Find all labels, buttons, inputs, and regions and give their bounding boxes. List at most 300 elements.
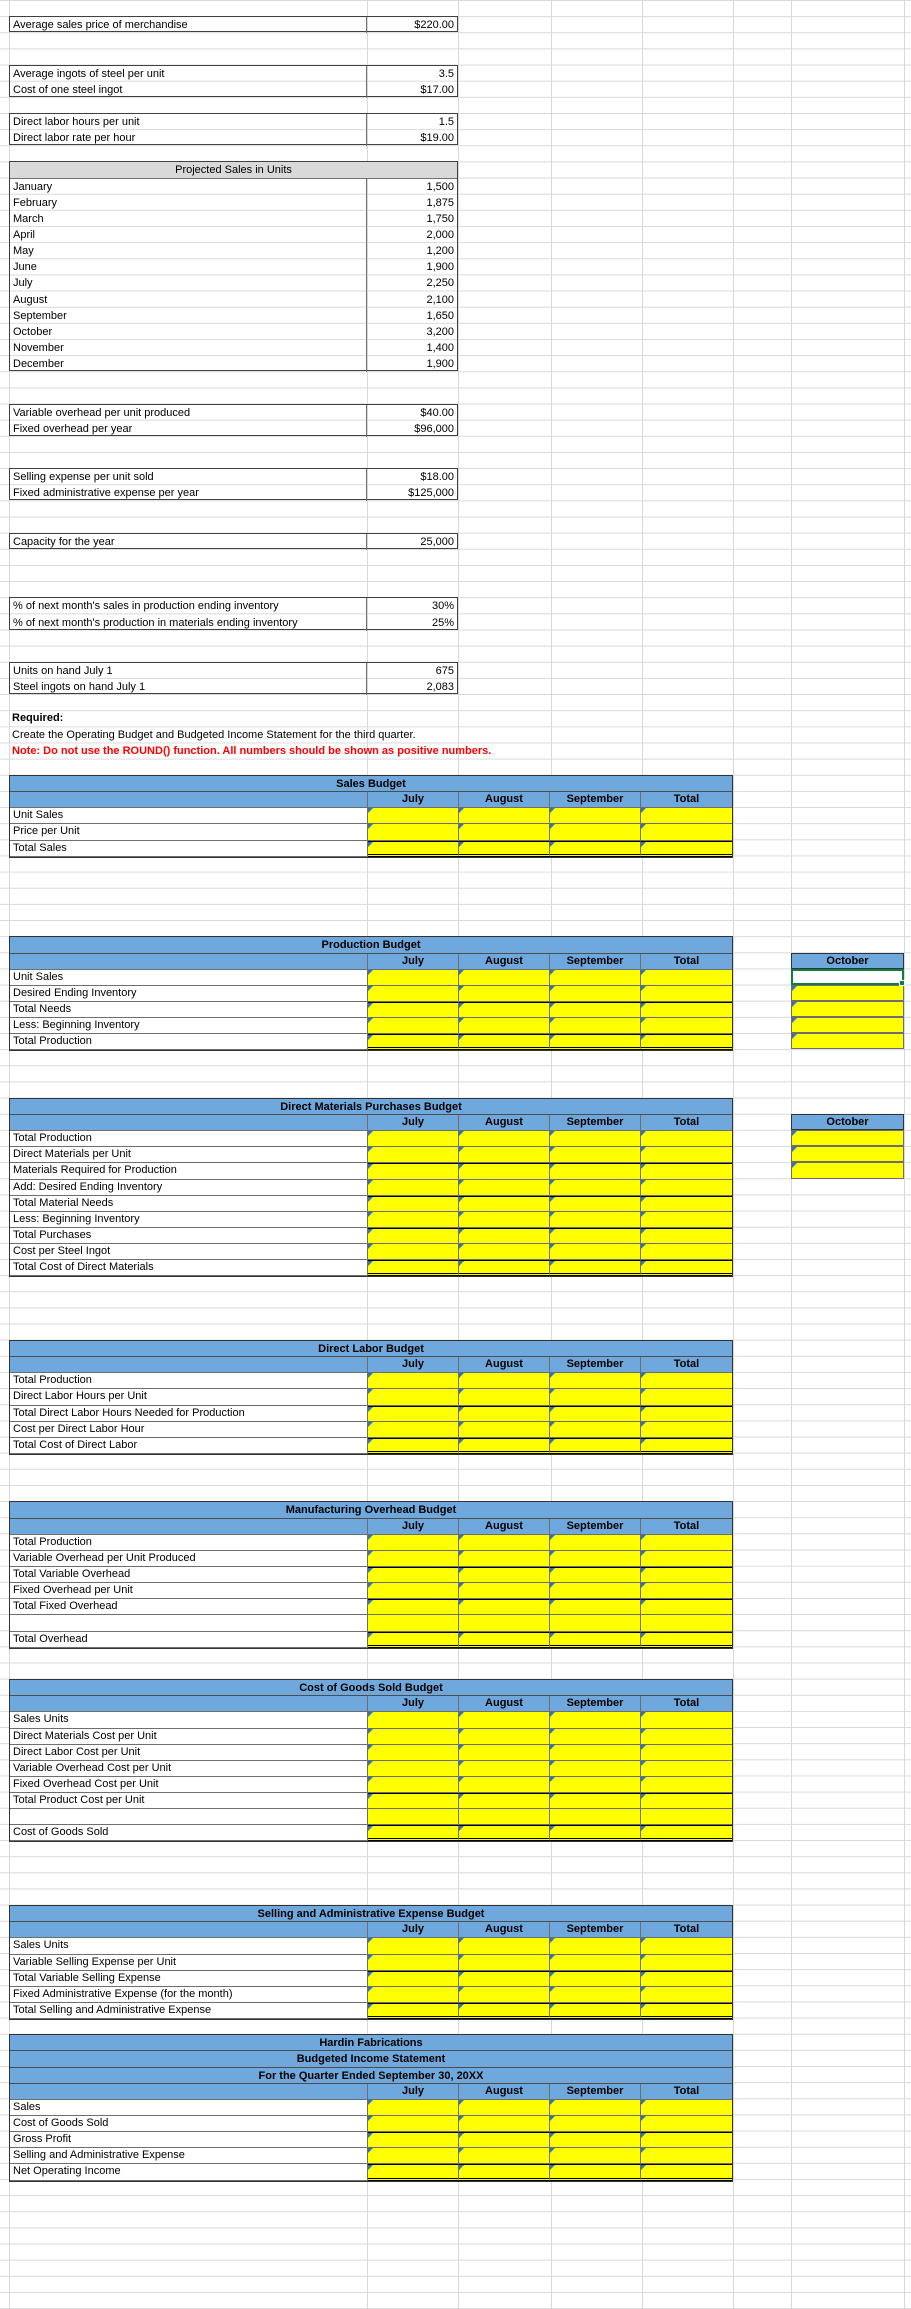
input-cell-september[interactable] [550, 1793, 641, 1809]
input-cell-july[interactable] [368, 2100, 459, 2116]
input-cell-august[interactable] [459, 2132, 550, 2148]
row-label: Total Production [10, 1535, 368, 1551]
input-cell-total[interactable] [641, 2132, 732, 2148]
input-cell-september[interactable] [550, 2148, 641, 2164]
flag-triangle-icon [641, 1373, 646, 1378]
assumption-label: September [13, 309, 67, 322]
input-cell-august[interactable] [459, 1438, 550, 1454]
input-cell-july[interactable] [368, 1260, 459, 1276]
input-cell-total[interactable] [641, 1745, 732, 1761]
flag-triangle-icon [641, 808, 646, 813]
flag-triangle-icon [368, 970, 373, 975]
input-cell-total[interactable] [641, 2116, 732, 2132]
budget-table [9, 1098, 733, 1278]
october-input-cell[interactable] [791, 1130, 904, 1146]
input-cell-total[interactable] [641, 1212, 732, 1228]
input-cell-july[interactable] [368, 2132, 459, 2148]
flag-triangle-icon [641, 1407, 646, 1412]
input-cell-august[interactable] [459, 1131, 550, 1147]
input-cell-september[interactable] [550, 1825, 641, 1841]
flag-triangle-icon [368, 1035, 373, 1040]
input-cell-september[interactable] [550, 986, 641, 1002]
input-cell-august[interactable] [459, 1583, 550, 1599]
input-cell-september[interactable] [550, 1018, 641, 1034]
flag-triangle-icon [459, 1422, 464, 1427]
assumption-value: 3,200 [366, 324, 457, 340]
table-title: Direct Labor Budget [10, 1341, 732, 1357]
input-cell-september[interactable] [550, 824, 641, 840]
flag-triangle-icon [368, 1551, 373, 1556]
flag-triangle-icon [459, 1938, 464, 1943]
input-cell-july[interactable] [368, 1131, 459, 1147]
col-header-august: August [459, 1115, 550, 1131]
flag-triangle-icon [459, 2004, 464, 2009]
row-label: Fixed Overhead per Unit [10, 1583, 368, 1599]
assumption-row [10, 82, 457, 98]
flag-triangle-icon [368, 1373, 373, 1378]
input-cell-july[interactable] [368, 2148, 459, 2164]
input-cell-september[interactable] [550, 1583, 641, 1599]
input-cell-total[interactable] [641, 1615, 732, 1631]
input-cell-july[interactable] [368, 1712, 459, 1728]
flag-triangle-icon [641, 970, 646, 975]
input-cell-july[interactable] [368, 1244, 459, 1260]
input-cell-total[interactable] [641, 824, 732, 840]
input-cell-july[interactable] [368, 1761, 459, 1777]
input-cell-august[interactable] [459, 1599, 550, 1615]
input-cell-july[interactable] [368, 1034, 459, 1050]
input-cell-july[interactable] [368, 1825, 459, 1841]
input-cell-total[interactable] [641, 2148, 732, 2164]
input-cell-september[interactable] [550, 1147, 641, 1163]
input-cell-august[interactable] [459, 1615, 550, 1631]
input-cell-july[interactable] [368, 1212, 459, 1228]
assumption-label: Fixed administrative expense per year [13, 487, 199, 500]
input-cell-august[interactable] [459, 1147, 550, 1163]
flag-triangle-icon [792, 1131, 797, 1136]
october-input-cell[interactable] [791, 1001, 904, 1017]
input-cell-september[interactable] [550, 2116, 641, 2132]
assumption-group [9, 16, 458, 32]
input-cell-september[interactable] [550, 1729, 641, 1745]
table-header-row [10, 1696, 732, 1712]
input-cell-august[interactable] [459, 1551, 550, 1567]
input-cell-july[interactable] [368, 1567, 459, 1583]
assumption-row [10, 324, 457, 340]
input-cell-total[interactable] [641, 1535, 732, 1551]
input-cell-july[interactable] [368, 1987, 459, 2003]
input-cell-total[interactable] [641, 1632, 732, 1648]
input-cell-total[interactable] [641, 1712, 732, 1728]
input-cell-total[interactable] [641, 1406, 732, 1422]
input-cell-september[interactable] [550, 1777, 641, 1793]
input-cell-july[interactable] [368, 1018, 459, 1034]
flag-triangle-icon [641, 1422, 646, 1427]
input-cell-july[interactable] [368, 986, 459, 1002]
input-cell-total[interactable] [641, 1131, 732, 1147]
input-cell-july[interactable] [368, 1583, 459, 1599]
input-cell-september[interactable] [550, 1938, 641, 1954]
input-cell-september[interactable] [550, 1131, 641, 1147]
input-cell-total[interactable] [641, 1761, 732, 1777]
input-cell-september[interactable] [550, 1615, 641, 1631]
input-cell-july[interactable] [368, 1228, 459, 1244]
input-cell-september[interactable] [550, 1034, 641, 1050]
input-cell-july[interactable] [368, 1938, 459, 1954]
table-row [10, 2132, 732, 2148]
table-row [10, 2164, 732, 2180]
october-input-cell[interactable] [791, 1017, 904, 1033]
flag-triangle-icon [550, 1212, 555, 1217]
assumption-row [10, 485, 457, 501]
input-cell-july[interactable] [368, 1793, 459, 1809]
input-cell-september[interactable] [550, 1809, 641, 1825]
flag-triangle-icon [792, 1147, 797, 1152]
assumption-value: $40.00 [366, 405, 457, 421]
assumption-group [9, 404, 458, 436]
input-cell-july[interactable] [368, 1599, 459, 1615]
row-label: Total Production [10, 1373, 368, 1389]
table-row [10, 1180, 732, 1196]
input-cell-august[interactable] [459, 1761, 550, 1777]
flag-triangle-icon [641, 1439, 646, 1444]
table-header-row [10, 1519, 732, 1535]
input-cell-august[interactable] [459, 1955, 550, 1971]
input-cell-july[interactable] [368, 1002, 459, 1018]
input-cell-july[interactable] [368, 1147, 459, 1163]
row-label: Materials Required for Production [10, 1163, 368, 1179]
input-cell-total[interactable] [641, 1034, 732, 1050]
input-cell-total[interactable] [641, 1438, 732, 1454]
input-cell-total[interactable] [641, 1551, 732, 1567]
input-cell-august[interactable] [459, 2116, 550, 2132]
input-cell-july[interactable] [368, 808, 459, 824]
input-cell-july[interactable] [368, 1163, 459, 1179]
input-cell-august[interactable] [459, 824, 550, 840]
input-cell-september[interactable] [550, 841, 641, 857]
input-cell-august[interactable] [459, 1825, 550, 1841]
flag-triangle-icon [368, 1583, 373, 1588]
assumption-label: July [13, 277, 33, 290]
input-cell-september[interactable] [550, 1180, 641, 1196]
input-cell-september[interactable] [550, 1260, 641, 1276]
table-header-row [10, 1115, 732, 1131]
input-cell-september[interactable] [550, 1244, 641, 1260]
row-label: Direct Labor Hours per Unit [10, 1389, 368, 1405]
input-cell-september[interactable] [550, 1599, 641, 1615]
input-cell-august[interactable] [459, 1745, 550, 1761]
assumption-value: 2,250 [366, 275, 457, 291]
input-cell-total[interactable] [641, 1938, 732, 1954]
input-cell-august[interactable] [459, 2148, 550, 2164]
flag-triangle-icon [550, 1035, 555, 1040]
input-cell-august[interactable] [459, 1163, 550, 1179]
input-cell-september[interactable] [550, 808, 641, 824]
flag-triangle-icon [368, 986, 373, 991]
flag-triangle-icon [368, 1794, 373, 1799]
input-cell-august[interactable] [459, 986, 550, 1002]
input-cell-september[interactable] [550, 1632, 641, 1648]
input-cell-july[interactable] [368, 1406, 459, 1422]
flag-triangle-icon [641, 1729, 646, 1734]
input-cell-september[interactable] [550, 1422, 641, 1438]
input-cell-august[interactable] [459, 1018, 550, 1034]
input-cell-august[interactable] [459, 808, 550, 824]
flag-triangle-icon [550, 1164, 555, 1169]
assumption-row [10, 275, 457, 291]
input-cell-august[interactable] [459, 1422, 550, 1438]
row-label: Total Product Cost per Unit [10, 1793, 368, 1809]
row-label: Total Variable Selling Expense [10, 1971, 368, 1987]
row-label: Variable Overhead Cost per Unit [10, 1761, 368, 1777]
input-cell-total[interactable] [641, 1422, 732, 1438]
input-cell-september[interactable] [550, 1955, 641, 1971]
input-cell-september[interactable] [550, 970, 641, 986]
col-header-september: September [550, 792, 641, 808]
input-cell-july[interactable] [368, 1422, 459, 1438]
input-cell-august[interactable] [459, 1535, 550, 1551]
flag-triangle-icon [459, 1439, 464, 1444]
input-cell-september[interactable] [550, 1712, 641, 1728]
input-cell-july[interactable] [368, 2116, 459, 2132]
flag-triangle-icon [550, 1261, 555, 1266]
input-cell-august[interactable] [459, 970, 550, 986]
col-header-july: July [368, 1519, 459, 1535]
input-cell-august[interactable] [459, 1793, 550, 1809]
flag-triangle-icon [641, 1987, 646, 1992]
table-row [10, 1244, 732, 1260]
row-label: Total Variable Overhead [10, 1567, 368, 1583]
input-cell-total[interactable] [641, 1147, 732, 1163]
october-input-cell[interactable] [791, 1162, 904, 1178]
input-cell-september[interactable] [550, 1163, 641, 1179]
flag-triangle-icon [550, 1794, 555, 1799]
input-cell-september[interactable] [550, 1971, 641, 1987]
assumption-label: August [13, 293, 48, 306]
input-cell-august[interactable] [459, 1938, 550, 1954]
input-cell-september[interactable] [550, 1406, 641, 1422]
input-cell-july[interactable] [368, 1535, 459, 1551]
input-cell-total[interactable] [641, 1987, 732, 2003]
flag-triangle-icon [368, 1972, 373, 1977]
input-cell-august[interactable] [459, 1373, 550, 1389]
input-cell-september[interactable] [550, 1002, 641, 1018]
flag-triangle-icon [368, 1018, 373, 1023]
input-cell-total[interactable] [641, 1163, 732, 1179]
fill-handle[interactable] [899, 980, 905, 986]
input-cell-september[interactable] [550, 1196, 641, 1212]
input-cell-august[interactable] [459, 1632, 550, 1648]
input-cell-total[interactable] [641, 1599, 732, 1615]
input-cell-total[interactable] [641, 1583, 732, 1599]
assumption-label: Direct labor hours per unit [13, 116, 140, 128]
input-cell-august[interactable] [459, 1196, 550, 1212]
input-cell-september[interactable] [550, 2164, 641, 2180]
input-cell-august[interactable] [459, 1971, 550, 1987]
input-cell-august[interactable] [459, 1389, 550, 1405]
input-cell-total[interactable] [641, 1180, 732, 1196]
october-input-cell[interactable] [791, 1033, 904, 1049]
table-row [10, 808, 732, 824]
input-cell-total[interactable] [641, 1389, 732, 1405]
input-cell-august[interactable] [459, 1567, 550, 1583]
row-label: Direct Labor Cost per Unit [10, 1745, 368, 1761]
input-cell-total[interactable] [641, 1729, 732, 1745]
input-cell-september[interactable] [550, 1535, 641, 1551]
input-cell-july[interactable] [368, 1615, 459, 1631]
flag-triangle-icon [792, 1018, 797, 1023]
input-cell-september[interactable] [550, 1567, 641, 1583]
input-cell-total[interactable] [641, 986, 732, 1002]
input-cell-august[interactable] [459, 1002, 550, 1018]
october-input-cell[interactable] [791, 985, 904, 1001]
input-cell-july[interactable] [368, 1551, 459, 1567]
flag-triangle-icon [368, 1180, 373, 1185]
flag-triangle-icon [641, 1164, 646, 1169]
statement-title: Hardin Fabrications [10, 2035, 732, 2051]
flag-triangle-icon [641, 1003, 646, 1008]
assumption-value: $96,000 [366, 421, 457, 437]
assumption-value: 1,900 [366, 259, 457, 275]
flag-triangle-icon [368, 1164, 373, 1169]
input-cell-august[interactable] [459, 1777, 550, 1793]
assumption-row [10, 17, 457, 33]
input-cell-september[interactable] [550, 1761, 641, 1777]
input-cell-july[interactable] [368, 1196, 459, 1212]
input-cell-total[interactable] [641, 1955, 732, 1971]
input-cell-total[interactable] [641, 1373, 732, 1389]
input-cell-august[interactable] [459, 1809, 550, 1825]
input-cell-september[interactable] [550, 2132, 641, 2148]
flag-triangle-icon [368, 2165, 373, 2170]
assumption-row [10, 130, 457, 146]
input-cell-total[interactable] [641, 1196, 732, 1212]
col-header-september: September [550, 1115, 641, 1131]
flag-triangle-icon [459, 1972, 464, 1977]
input-cell-total[interactable] [641, 1244, 732, 1260]
input-cell-total[interactable] [641, 1793, 732, 1809]
input-cell-july[interactable] [368, 1438, 459, 1454]
input-cell-july[interactable] [368, 1971, 459, 1987]
input-cell-total[interactable] [641, 1260, 732, 1276]
input-cell-august[interactable] [459, 1260, 550, 1276]
input-cell-july[interactable] [368, 970, 459, 986]
input-cell-september[interactable] [550, 2003, 641, 2019]
input-cell-august[interactable] [459, 1712, 550, 1728]
flag-triangle-icon [368, 1212, 373, 1217]
input-cell-september[interactable] [550, 1228, 641, 1244]
input-cell-total[interactable] [641, 1777, 732, 1793]
assumption-group [9, 65, 458, 97]
input-cell-july[interactable] [368, 1955, 459, 1971]
assumption-group [9, 468, 458, 500]
row-label: Price per Unit [10, 824, 368, 840]
input-cell-august[interactable] [459, 1244, 550, 1260]
input-cell-july[interactable] [368, 1389, 459, 1405]
october-input-cell[interactable] [791, 1146, 904, 1162]
input-cell-july[interactable] [368, 2003, 459, 2019]
input-cell-total[interactable] [641, 1018, 732, 1034]
input-cell-september[interactable] [550, 1551, 641, 1567]
input-cell-july[interactable] [368, 1777, 459, 1793]
input-cell-august[interactable] [459, 841, 550, 857]
input-cell-september[interactable] [550, 1212, 641, 1228]
input-cell-july[interactable] [368, 1632, 459, 1648]
selected-cell[interactable] [791, 969, 904, 985]
row-label: Total Production [10, 1034, 368, 1050]
input-cell-july[interactable] [368, 1729, 459, 1745]
input-cell-august[interactable] [459, 2100, 550, 2116]
input-cell-september[interactable] [550, 1373, 641, 1389]
row-label: Total Sales [10, 841, 368, 857]
input-cell-july[interactable] [368, 1373, 459, 1389]
input-cell-total[interactable] [641, 1825, 732, 1841]
flag-triangle-icon [368, 1712, 373, 1717]
col-header-september: September [550, 954, 641, 970]
input-cell-total[interactable] [641, 970, 732, 986]
input-cell-total[interactable] [641, 1567, 732, 1583]
input-cell-total[interactable] [641, 808, 732, 824]
input-cell-july[interactable] [368, 1809, 459, 1825]
input-cell-august[interactable] [459, 1034, 550, 1050]
row-label: Unit Sales [10, 970, 368, 986]
input-cell-september[interactable] [550, 1438, 641, 1454]
table-row [10, 1729, 732, 1745]
input-cell-september[interactable] [550, 1745, 641, 1761]
row-label: Cost of Goods Sold [10, 1825, 368, 1841]
flag-triangle-icon [459, 1712, 464, 1717]
flag-triangle-icon [641, 2133, 646, 2138]
input-cell-july[interactable] [368, 1745, 459, 1761]
input-cell-august[interactable] [459, 1987, 550, 2003]
input-cell-total[interactable] [641, 841, 732, 857]
table-header-row [10, 2084, 732, 2100]
input-cell-august[interactable] [459, 1212, 550, 1228]
input-cell-august[interactable] [459, 1729, 550, 1745]
flag-triangle-icon [459, 986, 464, 991]
table-title: Direct Materials Purchases Budget [10, 1099, 732, 1115]
input-cell-total[interactable] [641, 2003, 732, 2019]
input-cell-total[interactable] [641, 1228, 732, 1244]
input-cell-august[interactable] [459, 1406, 550, 1422]
input-cell-july[interactable] [368, 2164, 459, 2180]
input-cell-august[interactable] [459, 2003, 550, 2019]
input-cell-july[interactable] [368, 1180, 459, 1196]
input-cell-total[interactable] [641, 2100, 732, 2116]
flag-triangle-icon [550, 2100, 555, 2105]
input-cell-total[interactable] [641, 2164, 732, 2180]
input-cell-september[interactable] [550, 1389, 641, 1405]
input-cell-july[interactable] [368, 824, 459, 840]
input-cell-total[interactable] [641, 1002, 732, 1018]
input-cell-total[interactable] [641, 1971, 732, 1987]
assumption-label: January [13, 180, 53, 193]
flag-triangle-icon [550, 2148, 555, 2153]
input-cell-september[interactable] [550, 1987, 641, 2003]
input-cell-august[interactable] [459, 1180, 550, 1196]
flag-triangle-icon [641, 1197, 646, 1202]
input-cell-august[interactable] [459, 2164, 550, 2180]
input-cell-september[interactable] [550, 2100, 641, 2116]
input-cell-total[interactable] [641, 1809, 732, 1825]
flag-triangle-icon [550, 1180, 555, 1185]
table-row [10, 1147, 732, 1163]
flag-triangle-icon [641, 1583, 646, 1588]
input-cell-july[interactable] [368, 841, 459, 857]
flag-triangle-icon [459, 1035, 464, 1040]
flag-triangle-icon [459, 1761, 464, 1766]
input-cell-august[interactable] [459, 1228, 550, 1244]
